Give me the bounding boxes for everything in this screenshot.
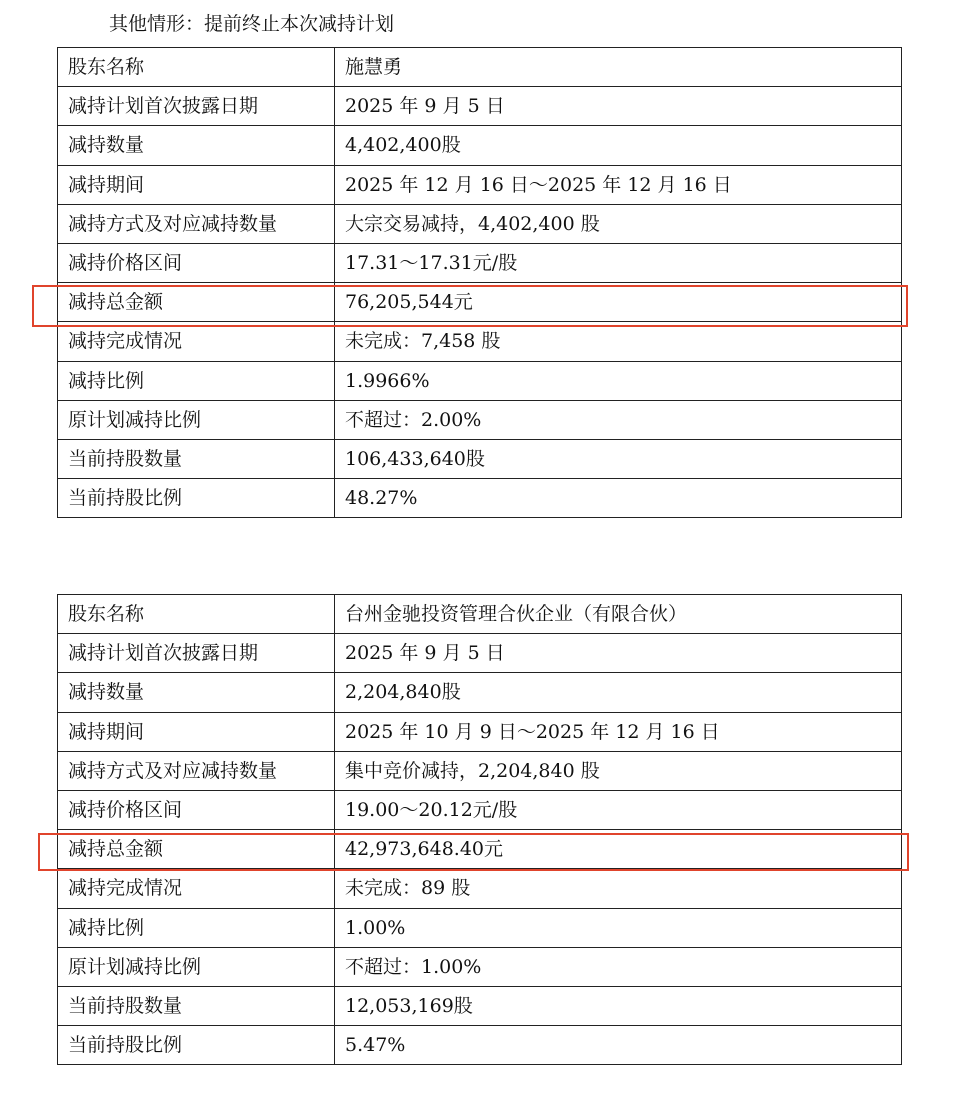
table-row [58,243,902,282]
table-row [58,908,902,947]
table-row [58,87,902,126]
row-value: 台州金驰投资管理合伙企业（有限合伙） [335,595,902,634]
row-value: 2025 年 9 月 5 日 [335,87,902,126]
highlight-box-total-amount-1 [32,285,908,327]
row-label: 当前持股比例 [58,1026,335,1065]
highlight-box-total-amount-2 [38,833,909,871]
row-label: 减持期间 [58,712,335,751]
row-label: 减持计划首次披露日期 [58,634,335,673]
row-label: 减持方式及对应减持数量 [58,204,335,243]
table-row [58,1026,902,1065]
row-value: 5.47% [335,1026,902,1065]
table-row [58,712,902,751]
table-row [58,439,902,478]
table-row [58,986,902,1025]
row-value: 未完成：89 股 [335,869,902,908]
row-label: 减持期间 [58,165,335,204]
row-label: 减持总金额 [58,283,335,322]
row-label: 减持方式及对应减持数量 [58,751,335,790]
shareholder-table-2 [57,594,902,1065]
row-label: 减持比例 [58,361,335,400]
table-row [58,595,902,634]
table-row [58,126,902,165]
row-label: 当前持股比例 [58,479,335,518]
row-value: 2025 年 12 月 16 日～2025 年 12 月 16 日 [335,165,902,204]
row-value: 106,433,640股 [335,439,902,478]
table-row [58,947,902,986]
row-label: 减持价格区间 [58,790,335,829]
row-label: 减持完成情况 [58,869,335,908]
table-row [58,322,902,361]
row-value: 1.00% [335,908,902,947]
row-value: 76,205,544元 [335,283,902,322]
row-value: 不超过：2.00% [335,400,902,439]
row-label: 原计划减持比例 [58,400,335,439]
row-value: 2025 年 9 月 5 日 [335,634,902,673]
table-row [58,400,902,439]
shareholder-table-1 [57,47,902,518]
row-label: 减持总金额 [58,830,335,869]
row-value: 12,053,169股 [335,986,902,1025]
row-value: 1.9966% [335,361,902,400]
row-label: 当前持股数量 [58,986,335,1025]
row-label: 当前持股数量 [58,439,335,478]
row-value: 48.27% [335,479,902,518]
row-label: 股东名称 [58,595,335,634]
table-row [58,165,902,204]
table-row [58,361,902,400]
table-row [58,634,902,673]
table-row [58,48,902,87]
row-label: 减持完成情况 [58,322,335,361]
table-row [58,204,902,243]
row-value: 施慧勇 [335,48,902,87]
row-label: 减持数量 [58,126,335,165]
row-value: 42,973,648.40元 [335,830,902,869]
section-heading: 其他情形：提前终止本次减持计划 [109,13,395,35]
table-row [58,673,902,712]
row-label: 减持数量 [58,673,335,712]
row-label: 减持计划首次披露日期 [58,87,335,126]
table-row [58,751,902,790]
row-value: 大宗交易减持，4,402,400 股 [335,204,902,243]
row-value: 不超过：1.00% [335,947,902,986]
table-row [58,790,902,829]
row-value: 19.00～20.12元/股 [335,790,902,829]
row-label: 减持价格区间 [58,243,335,282]
row-label: 减持比例 [58,908,335,947]
row-value: 2025 年 10 月 9 日～2025 年 12 月 16 日 [335,712,902,751]
row-label: 原计划减持比例 [58,947,335,986]
row-value: 未完成：7,458 股 [335,322,902,361]
row-value: 17.31～17.31元/股 [335,243,902,282]
row-label: 股东名称 [58,48,335,87]
row-value: 集中竞价减持，2,204,840 股 [335,751,902,790]
table-row [58,869,902,908]
row-value: 4,402,400股 [335,126,902,165]
row-value: 2,204,840股 [335,673,902,712]
table-row [58,479,902,518]
